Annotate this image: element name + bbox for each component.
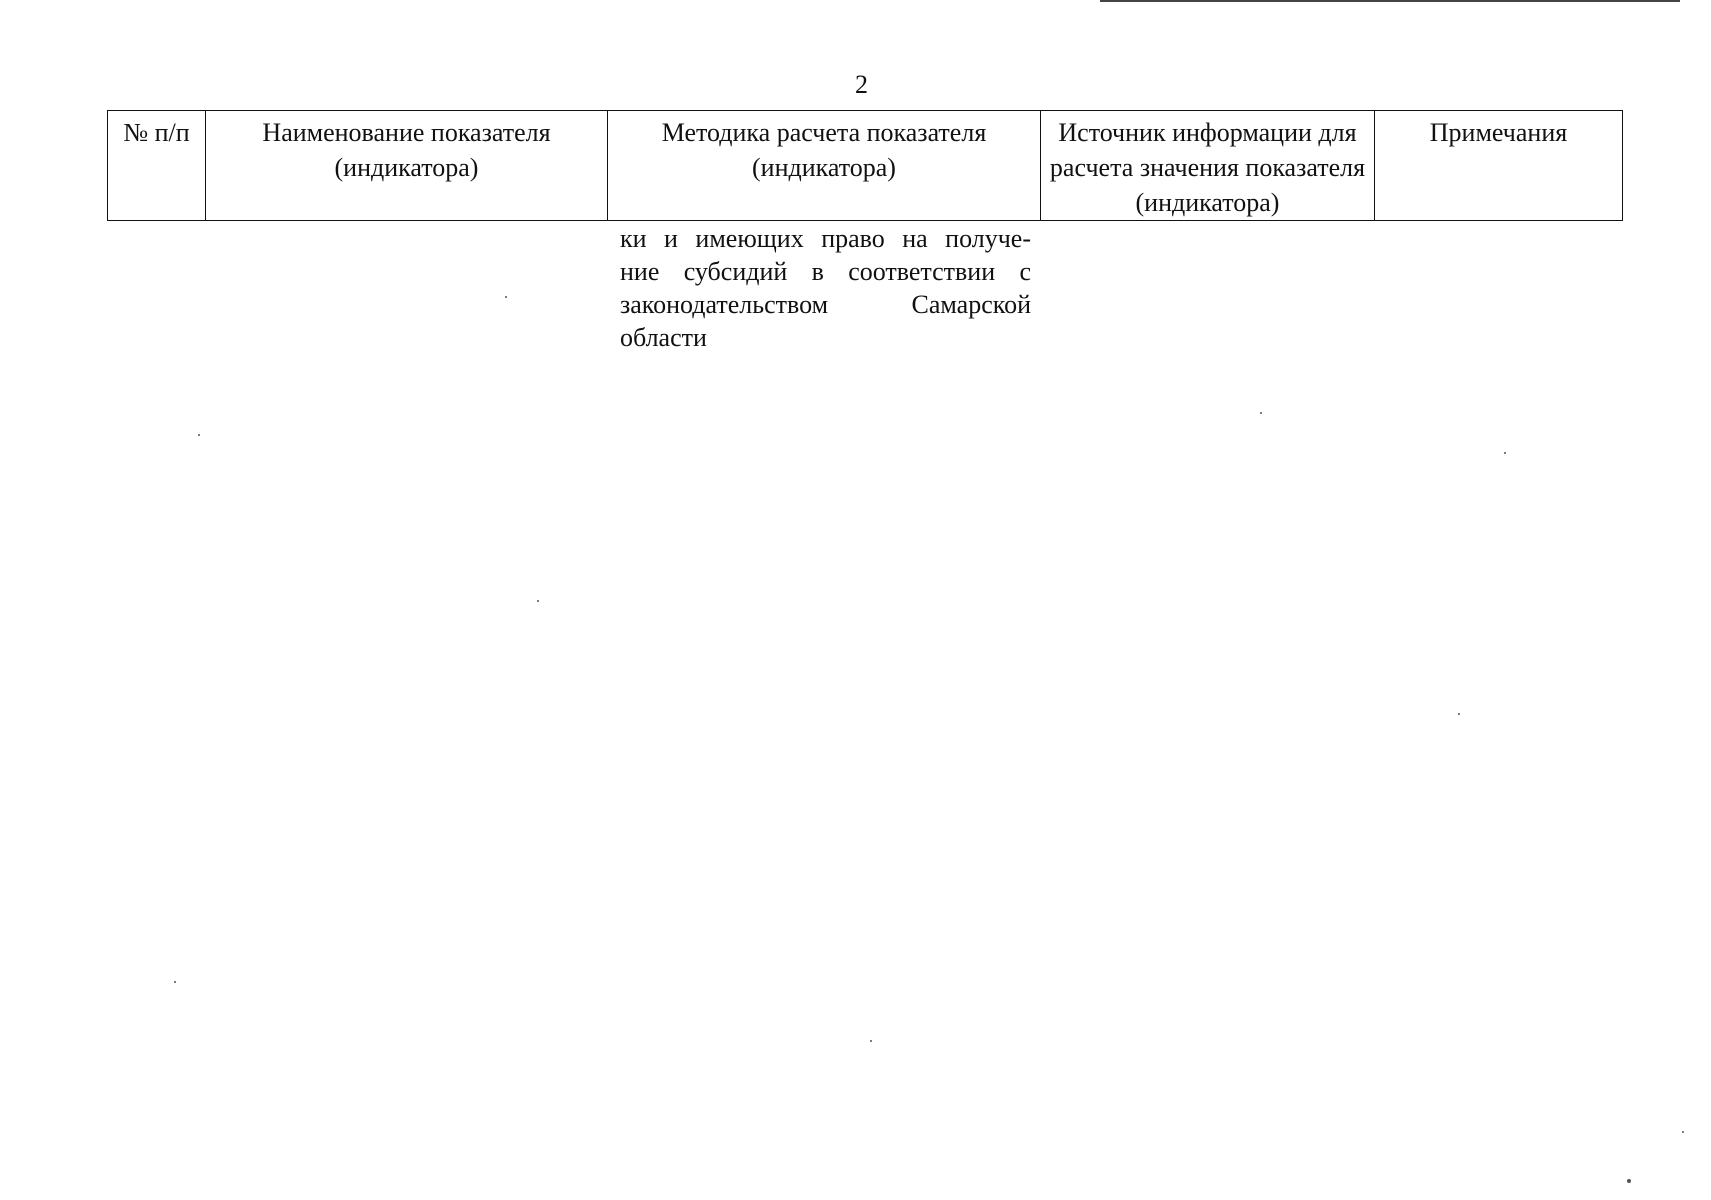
column-header-information-source: Источник информации для расчета значения показателя (индикатора) — [1041, 111, 1375, 221]
calculation-method-continuation — [620, 222, 1031, 354]
column-header-notes: Примечания — [1375, 111, 1623, 221]
continuation-line: законодательством Самарской — [620, 290, 1031, 319]
continuation-line: ние субсидий в соответствии с — [620, 257, 1031, 286]
indicator-table-header — [107, 110, 1623, 221]
continuation-line: ки и имеющих право на получе- — [620, 224, 1031, 253]
scan-speck — [537, 600, 539, 602]
scan-speck — [505, 296, 507, 298]
scan-speck — [1458, 713, 1460, 715]
scan-speck — [1260, 412, 1262, 414]
scan-speck — [1504, 452, 1506, 454]
scan-speck — [198, 434, 200, 436]
page-number: 2 — [855, 70, 868, 99]
continuation-line: области — [620, 323, 707, 352]
column-header-number: № п/п — [108, 111, 206, 221]
scan-edge-line — [1100, 0, 1680, 2]
scan-speck — [1682, 1131, 1684, 1133]
scan-speck — [174, 981, 176, 983]
column-header-indicator-name: Наименование показателя (индикатора) — [206, 111, 608, 221]
table-header-row — [108, 111, 1623, 221]
column-header-calculation-method: Методика расчета показателя (индикатора) — [608, 111, 1041, 221]
scan-speck — [1627, 1179, 1631, 1183]
scan-speck — [870, 1040, 872, 1042]
